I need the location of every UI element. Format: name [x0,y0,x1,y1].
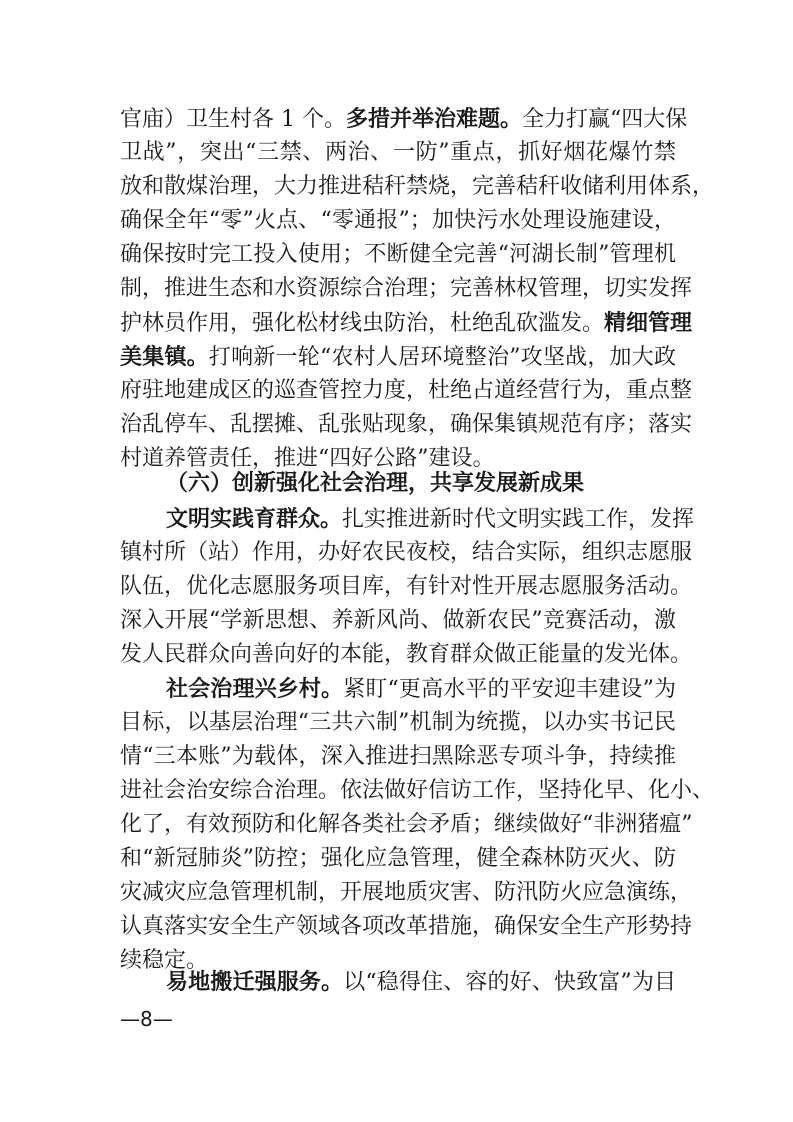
text-line: 进社会治安综合治理。依法做好信访工作，坚持化早、化小、 [120,778,715,803]
bold-lead-phrase: 易地搬迁强服务。 [166,969,344,995]
text-line: 发人民群众向善向好的本能，教育群众做正能量的发光体。 [120,642,693,667]
text-line: 制，推进生态和水资源综合治理；完善林权管理，切实发挥 [120,276,693,301]
section-heading: （六）创新强化社会治理，共享发展新成果 [166,470,585,496]
text-line: 化了，有效预防和化解各类社会矛盾；继续做好“非洲猪瘟” [120,812,693,837]
text-line: 卫战”，突出“三禁、两治、一防”重点，抓好烟花爆竹禁 [120,140,676,165]
text-line: 治乱停车、乱摆摊、乱张贴现象，确保集镇规范有序；落实 [120,412,693,437]
text-line: 护林员作用，强化松材线虫防治，杜绝乱砍滥发。精细管理 [120,310,693,336]
text-line: 和“新冠肺炎”防控；强化应急管理，健全森林防灭火、防 [120,846,676,871]
bold-lead-phrase: 多措并举治难题。 [345,106,522,132]
text-line: 深入开展“学新思想、养新风尚、做新农民”竞赛活动，激 [120,608,676,633]
text-line: 确保全年“零”火点、“零通报”；加快污水处理设施建设， [120,208,676,233]
bold-lead-phrase: 社会治理兴乡村。 [166,676,344,702]
text-line: 易地搬迁强服务。以“稳得住、容的好、快致富”为目 [166,969,676,995]
text-line: 村道养管责任，推进“四好公路”建设。 [120,446,495,471]
page-number: —8— [120,1007,173,1031]
text-line: 情“三本账”为载体，深入推进扫黑除恶专项斗争，持续推 [120,744,676,769]
text-line: 目标，以基层治理“三共六制”机制为统揽，以办实书记民 [120,710,676,735]
bold-lead-phrase: 文明实践育群众。 [166,506,343,532]
text-line: 府驻地建成区的巡查管控力度，杜绝占道经营行为，重点整 [120,378,693,403]
bold-lead-phrase: 精细管理 [604,310,693,336]
text-line: 认真落实安全生产领域各项改革措施，确保安全生产形势持 [120,914,693,939]
text-line: 灾减灾应急管理机制，开展地质灾害、防汛防火应急演练， [120,880,693,905]
text-line: 美集镇。打响新一轮“农村人居环境整治”攻坚战，加大政 [120,344,676,370]
text-line: 文明实践育群众。扎实推进新时代文明实践工作，发挥 [166,506,695,532]
text-line: 放和散煤治理，大力推进秸秆禁烧，完善秸秆收储利用体系， [120,174,715,199]
text-line: 队伍，优化志愿服务项目库，有针对性开展志愿服务活动。 [120,574,693,599]
bold-lead-phrase: 美集镇。 [120,344,209,370]
text-line: 确保按时完工投入使用；不断健全完善“河湖长制”管理机 [120,242,676,267]
text-line: 续稳定。 [120,948,209,973]
text-line: 官庙）卫生村各 1 个。多措并举治难题。全力打赢“四大保 [120,106,688,132]
text-line: 镇村所（站）作用，办好农民夜校，结合实际，组织志愿服 [120,540,693,565]
text-line: 社会治理兴乡村。紧盯“更高水平的平安迎丰建设”为 [166,676,676,702]
